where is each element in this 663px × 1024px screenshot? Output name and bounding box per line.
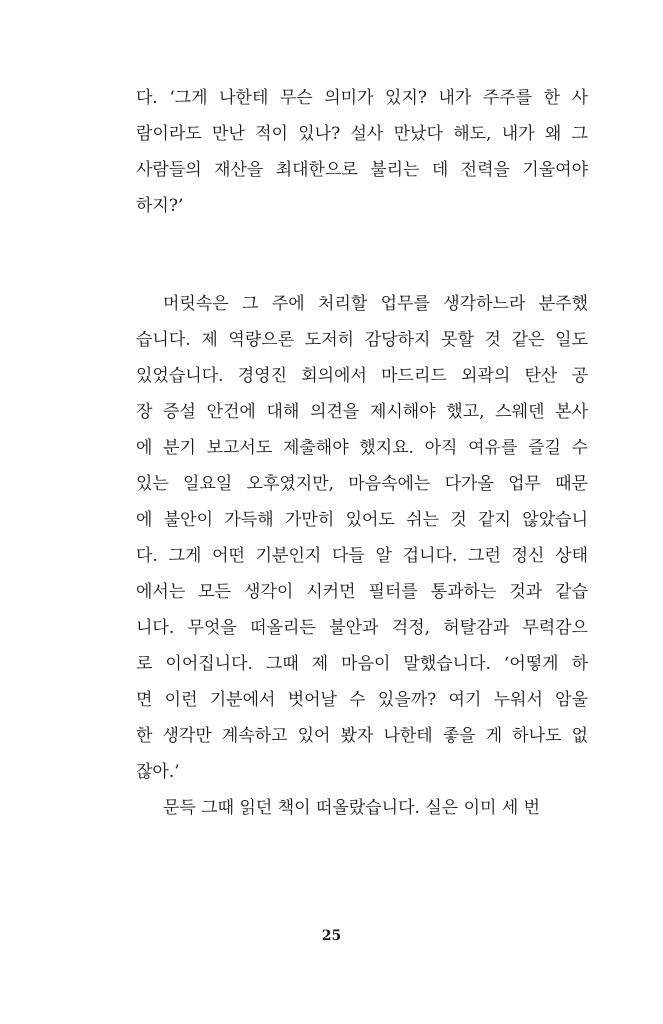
text-line: 에 불안이 가득해 가만히 있어도 쉬는 것 같지 않았습니 [136,510,588,530]
text-line: 사람들의 재산을 최대한으로 불리는 데 전력을 기울여야 [136,160,588,180]
text-line: 습니다. 제 역량으론 도저히 감당하지 못할 것 같은 일도 [136,330,588,350]
text-line: 에 분기 보고서도 제출해야 했지요. 아직 여유를 즐길 수 [136,438,588,458]
paragraph-2 [136,286,588,826]
text-line: 니다. 무엇을 떠올리든 불안과 걱정, 허탈감과 무력감으 [136,618,588,638]
paragraph-3-line: 문득 그때 읽던 책이 떠올랐습니다. 실은 이미 세 번 [163,798,541,818]
text-line: 장 증설 안건에 대해 의견을 제시해야 했고, 스웨덴 본사 [136,402,588,422]
text-line: 람이라도 만난 적이 있나? 설사 만났다 해도, 내가 왜 그 [136,124,588,144]
text-line: 다. 그게 어떤 기분인지 다들 알 겁니다. 그런 정신 상태 [136,546,588,566]
text-line: 면 이런 기분에서 벗어날 수 있을까? 여기 누워서 암울 [136,690,588,710]
text-line: 하지?’ [136,196,184,216]
text-line: 로 이어집니다. 그때 제 마음이 말했습니다. ‘어떻게 하 [136,654,588,674]
page-number: 25 [321,928,342,944]
text-line: 잖아.’ [136,762,180,782]
text-line: 머릿속은 그 주에 처리할 업무를 생각하느라 분주했 [163,294,588,314]
text-line: 다. ‘그게 나한테 무슨 의미가 있지? 내가 주주를 한 사 [136,88,588,108]
text-line: 한 생각만 계속하고 있어 봤자 나한테 좋을 게 하나도 없 [136,726,588,746]
text-line: 있었습니다. 경영진 회의에서 마드리드 외곽의 탄산 공 [136,366,588,386]
text-line: 있는 일요일 오후였지만, 마음속에는 다가올 업무 때문 [136,474,588,494]
text-line: 에서는 모든 생각이 시커먼 필터를 통과하는 것과 같습 [136,582,588,602]
paragraph-1 [136,80,588,224]
